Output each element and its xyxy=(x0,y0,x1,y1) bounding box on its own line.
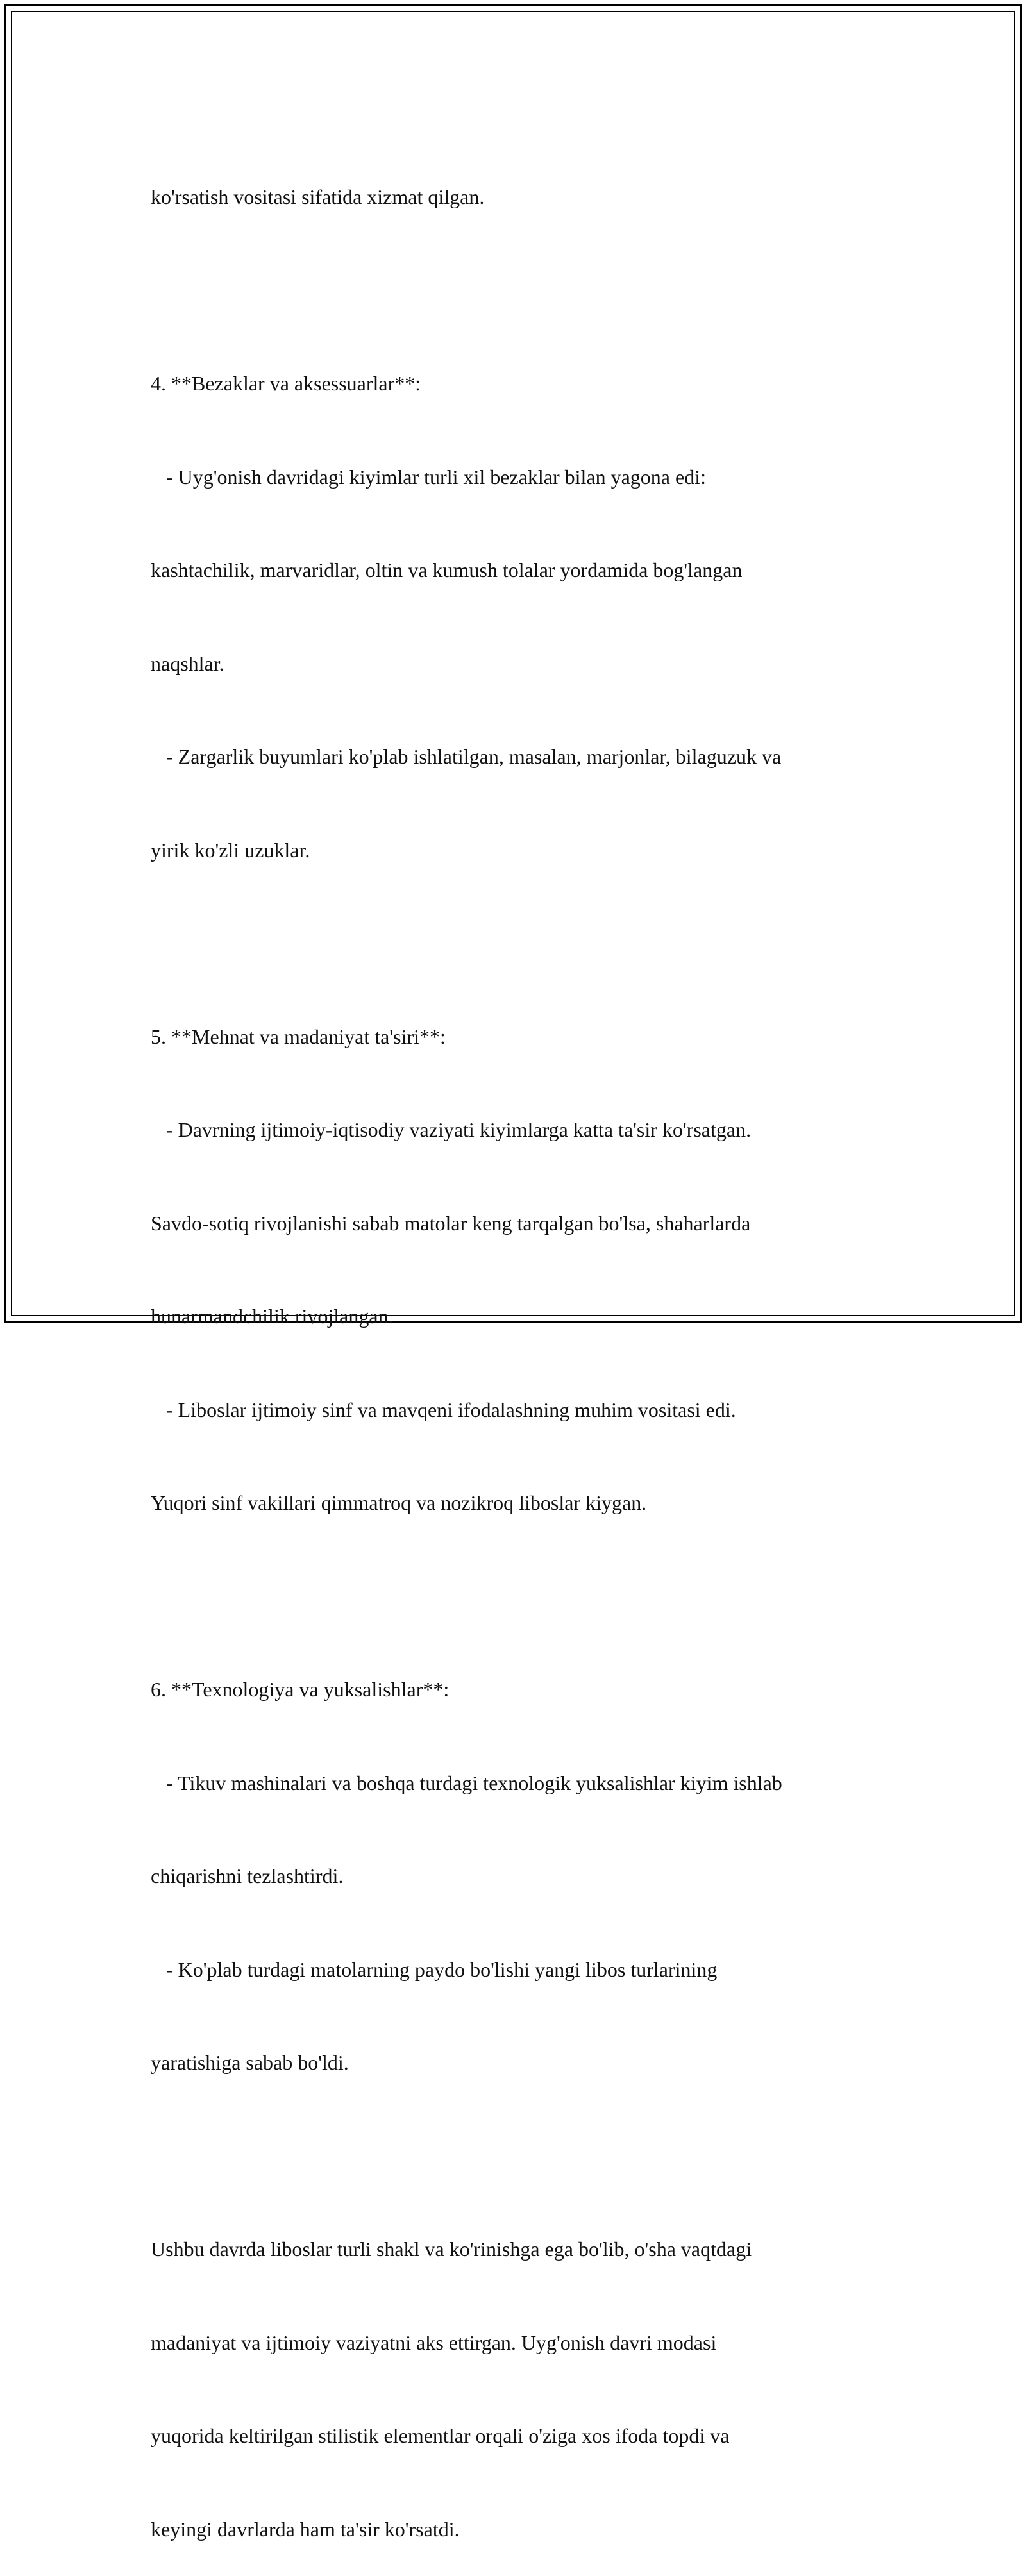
text-line: - Zargarlik buyumlari ko'plab ishlatilgan, masalan, marjonlar, bilaguzuk va xyxy=(151,745,782,768)
conclusion-line: madaniyat va ijtimoiy vaziyatni aks ettirgan. Uyg'onish davri modasi xyxy=(151,2330,717,2354)
text-line: Savdo-sotiq rivojlanishi sabab matolar keng tarqalgan bo'lsa, shaharlarda xyxy=(151,1211,751,1235)
blank-line xyxy=(151,275,895,306)
section-heading: 5. **Mehnat va madaniyat ta'siri**: xyxy=(151,1025,446,1048)
text-line: chiqarishni tezlashtirdi. xyxy=(151,1864,344,1887)
text-line: - Liboslar ijtimoiy sinf va mavqeni ifodalashning muhim vositasi edi. xyxy=(151,1398,736,1421)
conclusion-line: Ushbu davrda liboslar turli shakl va ko'rinishga ega bo'lib, o'sha vaqtdagi xyxy=(151,2237,752,2261)
blank-line xyxy=(151,928,895,959)
text-line: Yuqori sinf vakillari qimmatroq va nozikroq liboslar kiygan. xyxy=(151,1491,647,1514)
text-line: yaratishiga sabab bo'ldi. xyxy=(151,2051,349,2074)
blank-line xyxy=(151,1581,895,1612)
text-line: - Tikuv mashinalari va boshqa turdagi texnologik yuksalishlar kiyim ishlab xyxy=(151,1771,782,1794)
text-line: - Uyg'onish davridagi kiyimlar turli xil bezaklar bilan yagona edi: xyxy=(151,465,706,489)
section-heading: 6. **Texnologiya va yuksalishlar**: xyxy=(151,1678,450,1701)
blank-line xyxy=(151,2141,895,2172)
section-heading: 4. **Bezaklar va aksessuarlar**: xyxy=(151,372,421,395)
text-line: ko'rsatish vositasi sifatida xizmat qilgan. xyxy=(151,185,485,208)
text-line: kashtachilik, marvaridlar, oltin va kumush tolalar yordamida bog'langan xyxy=(151,558,743,581)
text-line: - Davrning ijtimoiy-iqtisodiy vaziyati kiyimlarga katta ta'sir ko'rsatgan. xyxy=(151,1118,752,1141)
text-line: - Ko'plab turdagi matolarning paydo bo'lishi yangi libos turlarining xyxy=(151,1957,718,1981)
document-body xyxy=(151,119,895,2576)
text-line: yirik ko'zli uzuklar. xyxy=(151,838,310,862)
conclusion-line: keyingi davrlarda ham ta'sir ko'rsatdi. xyxy=(151,2517,460,2541)
text-line: hunarmandchilik rivojlangan. xyxy=(151,1305,394,1328)
conclusion-line: yuqorida keltirilgan stilistik elementlar orqali o'ziga xos ifoda topdi va xyxy=(151,2424,730,2447)
text-line: naqshlar. xyxy=(151,651,224,675)
